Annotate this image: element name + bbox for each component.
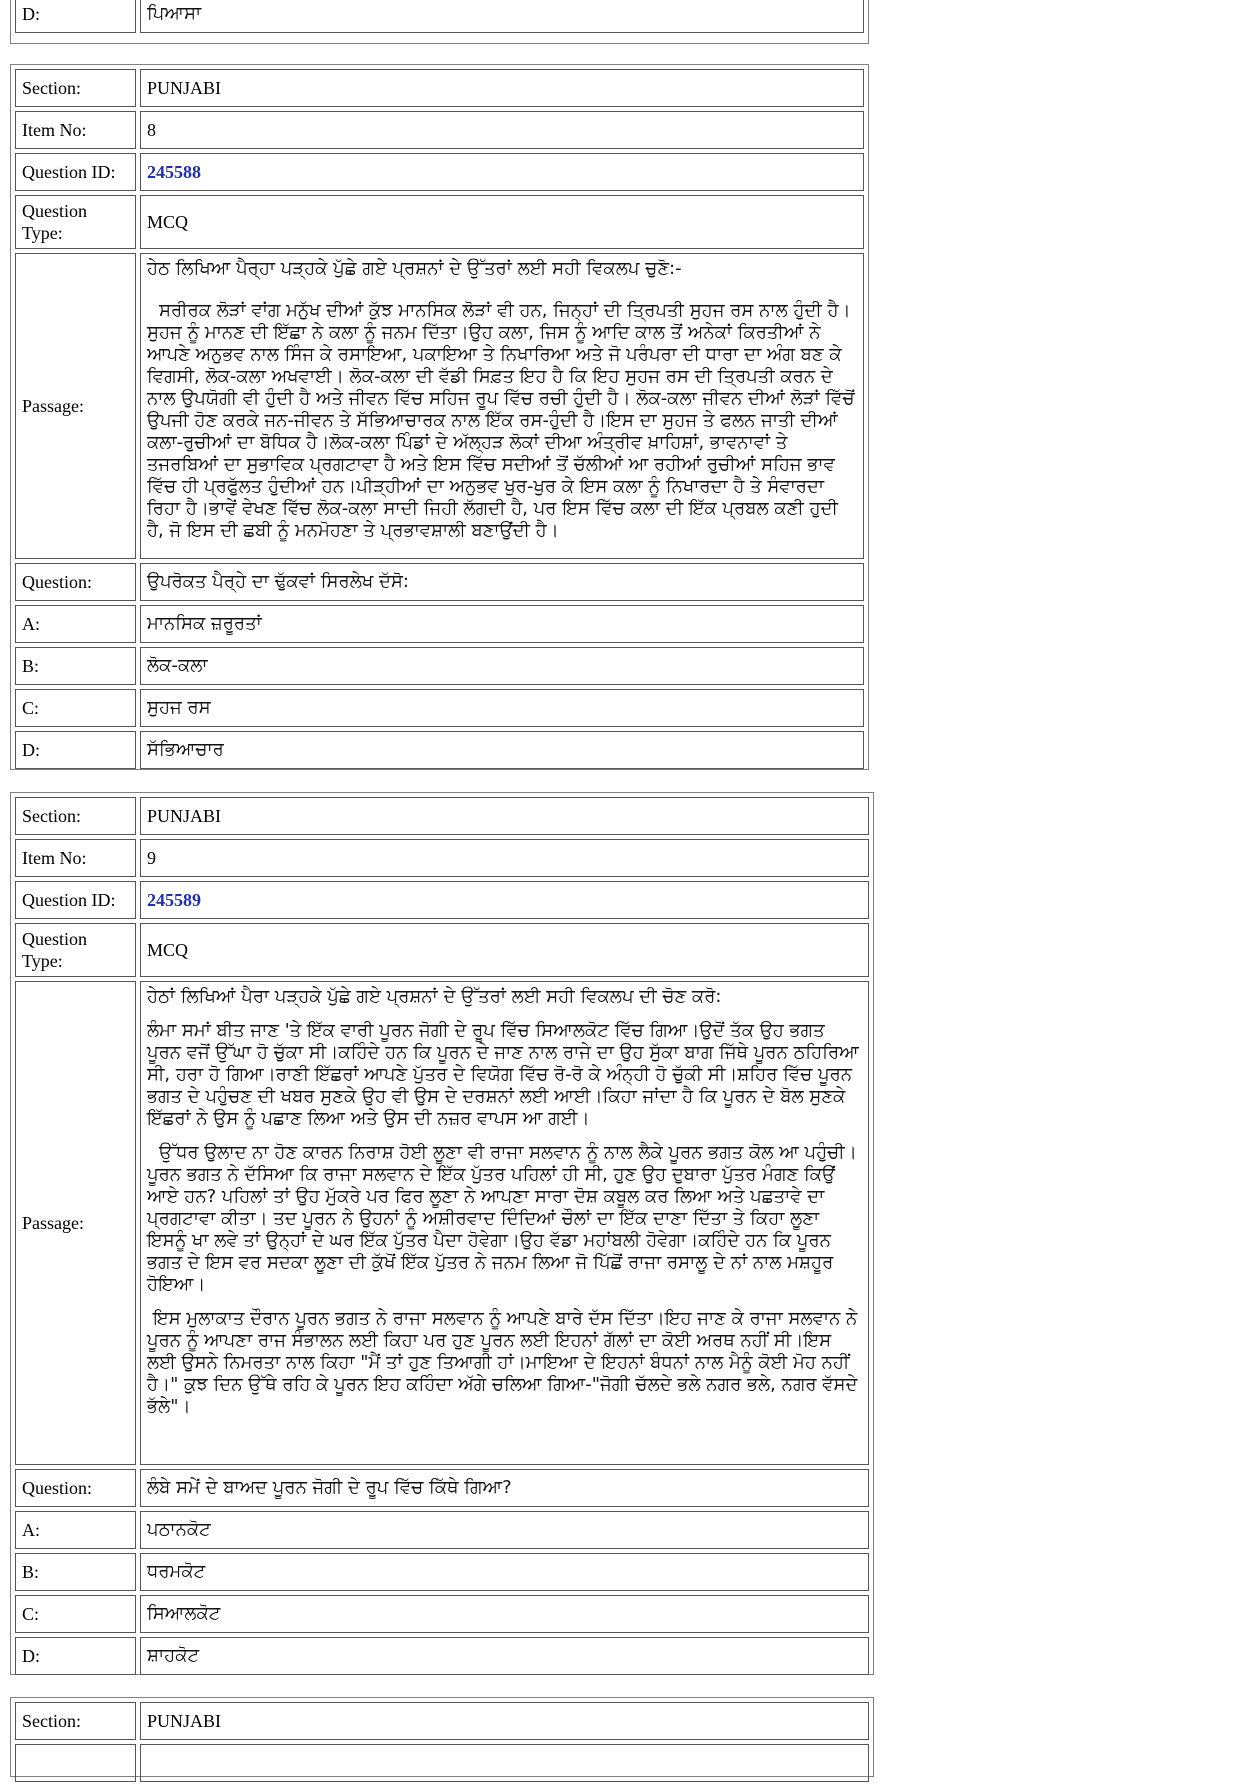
question-label: Question: [15, 563, 136, 601]
section-value: PUNJABI [140, 69, 864, 107]
question-type-value: MCQ [140, 923, 869, 977]
item-no-label [15, 1744, 136, 1782]
section-row [15, 797, 869, 835]
passage-instruction: ਹੇਠਾਂ ਲਿਖਿਆਂ ਪੈਰਾ ਪੜ੍ਹਕੇ ਪੁੱਛੇ ਗਏ ਪ੍ਰਸ਼ਨਾਂ ਦੇ ਉੱਤਰਾਂ ਲਈ ਸਹੀ ਵਿਕਲਪ ਦੀ ਚੋਣ ਕਰੋ: [147, 986, 722, 1007]
option-label: C: [15, 1595, 136, 1633]
question-row [15, 1469, 869, 1507]
passage-paragraph: ਲੰਮਾ ਸਮਾਂ ਬੀਤ ਜਾਣ 'ਤੇ ਇੱਕ ਵਾਰੀ ਪੂਰਨ ਜੋਗੀ ਦੇ ਰੂਪ ਵਿੱਚ ਸਿਆਲਕੋਟ ਵਿੱਚ ਗਿਆ।ਉਦੋਂ ਤੱਕ ਉਹ ਭਗਤ ਪੂਰਨ ਵਜੋਂ ਉੱਘਾ ਹੋ ਚੁੱਕਾ ਸੀ।ਕਹਿੰਦੇ ਹਨ ਕਿ ਪੂਰਨ ਦੇ ਜਾਣ ਨਾਲ ਰਾਜੇ ਦਾ ਉਹ ਸੁੱਕਾ ਬਾਗ ਜਿੱਥੇ ਪੂਰਨ ਠਹਿਰਿਆ ਸੀ, ਹਰਾ ਹੋ ਗਿਆ।ਰਾਣੀ ਇੱਛਰਾਂ ਆਪਣੇ ਪੁੱਤਰ ਦੇ ਵਿਯੋਗ ਵਿੱਚ ਰੋ-ਰੋ ਕੇ ਅੰਨ੍ਹੀ ਹੋ ਚੁੱਕੀ ਸੀ।ਸ਼ਹਿਰ ਵਿੱਚ ਪੂਰਨ ਭਗਤ ਦੇ ਪਹੁੰਚਣ ਦੀ ਖਬਰ ਸੁਣਕੇ ਉਹ ਵੀ ਉਸ ਦੇ ਦਰਸ਼ਨਾਂ ਲਈ ਆਈ।ਕਿਹਾ ਜਾਂਦਾ ਹੈ ਕਿ ਪੂਰਨ ਦੇ ਬੋਲ ਸੁਣਕੇ ਇੱਛਰਾਂ ਨੇ ਉਸ ਨੂੰ ਪਛਾਣ ਲਿਆ ਅਤੇ ਉਸ ਦੀ ਨਜ਼ਰ ਵਾਪਸ ਆ ਗਈ। [147, 1020, 859, 1129]
item-no-label: Item No: [15, 839, 136, 877]
question-block-item-8 [10, 64, 869, 770]
section-label: Section: [15, 797, 136, 835]
section-value: PUNJABI [140, 797, 869, 835]
option-value: ਸੱਭਿਆਚਾਰ [140, 731, 864, 769]
question-block-item-9 [10, 792, 874, 1675]
question-type-value: MCQ [140, 195, 864, 249]
item-no-row [15, 111, 864, 149]
passage-label: Passage: [15, 253, 136, 559]
option-label: A: [15, 605, 136, 643]
passage-text [140, 253, 864, 559]
option-label: A: [15, 1511, 136, 1549]
item-no-value: 9 [140, 839, 869, 877]
question-id-label: Question ID: [15, 881, 136, 919]
section-label: Section: [15, 1702, 136, 1740]
option-label: C: [15, 689, 136, 727]
question-row [15, 563, 864, 601]
question-text: ਲੰਬੇ ਸਮੇਂ ਦੇ ਬਾਅਦ ਪੂਰਨ ਜੋਗੀ ਦੇ ਰੂਪ ਵਿੱਚ ਕਿੱਥੇ ਗਿਆ? [140, 1469, 869, 1507]
passage-text [140, 981, 869, 1465]
option-value: ਪਿਆਸਾ [140, 0, 864, 33]
section-label: Section: [15, 69, 136, 107]
option-value: ਪਠਾਨਕੋਟ [140, 1511, 869, 1549]
question-type-label: Question Type: [15, 195, 136, 249]
option-row-b [15, 647, 864, 685]
option-row-a [15, 1511, 869, 1549]
question-id-row [15, 153, 864, 191]
option-value: ਸਿਆਲਕੋਟ [140, 1595, 869, 1633]
option-row-d [15, 731, 864, 769]
option-row-a [15, 605, 864, 643]
passage-paragraph: ਸਰੀਰਕ ਲੋੜਾਂ ਵਾਂਗ ਮਨੁੱਖ ਦੀਆਂ ਕੁੱਝ ਮਾਨਸਿਕ ਲੋੜਾਂ ਵੀ ਹਨ, ਜਿਨ੍ਹਾਂ ਦੀ ਤ੍ਰਿਪਤੀ ਸੁਹਜ ਰਸ ਨਾਲ ਹੁੰਦੀ ਹੈ।ਸੁਹਜ ਨੂੰ ਮਾਨਣ ਦੀ ਇੱਛਾ ਨੇ ਕਲਾ ਨੂੰ ਜਨਮ ਦਿੱਤਾ।ਉਹ ਕਲਾ, ਜਿਸ ਨੂੰ ਆਦਿ ਕਾਲ ਤੋਂ ਅਨੇਕਾਂ ਕਿਰਤੀਆਂ ਨੇ ਆਪਣੇ ਅਨੁਭਵ ਨਾਲ ਸਿੰਜ ਕੇ ਰਸਾਇਆ, ਪਕਾਇਆ ਤੇ ਨਿਖਾਰਿਆ ਅਤੇ ਜੋ ਪਰੰਪਰਾ ਦੀ ਧਾਰਾ ਦਾ ਅੰਗ ਬਣ ਕੇ ਵਿਗਸੀ, ਲੋਕ-ਕਲਾ ਅਖਵਾਈ। ਲੋਕ-ਕਲਾ ਦੀ ਵੱਡੀ ਸਿਫ਼ਤ ਇਹ ਹੈ ਕਿ ਇਹ ਸੁਹਜ ਰਸ ਦੀ ਤ੍ਰਿਪਤੀ ਕਰਨ ਦੇ ਨਾਲ ਉਪਯੋਗੀ ਵੀ ਹੁੰਦੀ ਹੈ ਅਤੇ ਜੀਵਨ ਵਿੱਚ ਸਹਿਜ ਰੂਪ ਵਿੱਚ ਰਚੀ ਹੁੰਦੀ ਹੈ। ਲੋਕ-ਕਲਾ ਜੀਵਨ ਦੀਆਂ ਲੋੜਾਂ ਵਿੱਚੋਂ ਉਪਜੀ ਹੋਣ ਕਰਕੇ ਜਨ-ਜੀਵਨ ਤੇ ਸੱਭਿਆਚਾਰਕ ਨਾਲ ਇੱਕ ਰਸ-ਹੁੰਦੀ ਹੈ।ਇਸ ਦਾ ਸੁਹਜ ਤੇ ਫਲਨ ਜਾਤੀ ਦੀਆਂ ਕਲਾ-ਰੁਚੀਆਂ ਦਾ ਬੋਧਿਕ ਹੈ।ਲੋਕ-ਕਲਾ ਪਿੰਡਾਂ ਦੇ ਅੱਲ੍ਹੜ ਲੋਕਾਂ ਦੀਆ ਅੰਤ੍ਰੀਵ ਖ਼ਾਹਿਸ਼ਾਂ, ਭਾਵਨਾਵਾਂ ਤੇ ਤਜਰਬਿਆਂ ਦਾ ਸੁਭਾਵਿਕ ਪ੍ਰਗਟਾਵਾ ਹੈ ਅਤੇ ਇਸ ਵਿੱਚ ਸਦੀਆਂ ਤੋਂ ਚੱਲੀਆਂ ਆ ਰਹੀਆਂ ਰੁਚੀਆਂ ਸਹਿਜ ਭਾਵ ਵਿੱਚ ਹੀ ਪ੍ਰਫੁੱਲਤ ਹੁੰਦੀਆਂ ਹਨ।ਪੀੜ੍ਹੀਆਂ ਦਾ ਅਨੁਭਵ ਖੁਰ-ਖੁਰ ਕੇ ਇਸ ਕਲਾ ਨੂੰ ਨਿਖਾਰਦਾ ਹੈ ਤੇ ਸੰਵਾਰਦਾ ਰਿਹਾ ਹੈ।ਭਾਵੇਂ ਵੇਖਣ ਵਿੱਚ ਲੋਕ-ਕਲਾ ਸਾਦੀ ਜਿਹੀ ਲੱਗਦੀ ਹੈ, ਪਰ ਇਸ ਵਿੱਚ ਕਲਾ ਦੀ ਇੱਕ ਪ੍ਰਬਲ ਕਣੀ ਹੁਦੀ ਹੈ, ਜੋ ਇਸ ਦੀ ਛਬੀ ਨੂੰ ਮਨਮੋਹਣਾ ਤੇ ਪ੍ਰਭਾਵਸ਼ਾਲੀ ਬਣਾਉਂਦੀ ਹੈ। [147, 300, 855, 541]
question-block-item-next [10, 1697, 874, 1777]
option-row-d [15, 0, 864, 33]
option-row-c [15, 689, 864, 727]
section-row [15, 69, 864, 107]
item-no-value: 8 [140, 111, 864, 149]
item-no-label: Item No: [15, 111, 136, 149]
option-value: ਧਰਮਕੋਟ [140, 1553, 869, 1591]
question-type-row [15, 923, 869, 977]
option-label: D: [15, 731, 136, 769]
option-value: ਲੋਕ-ਕਲਾ [140, 647, 864, 685]
passage-row [15, 253, 864, 559]
question-type-row [15, 195, 864, 249]
option-value: ਸੁਹਜ ਰਸ [140, 689, 864, 727]
passage-row [15, 981, 869, 1465]
option-label: D: [15, 0, 136, 33]
question-fragment-top [10, 0, 869, 44]
option-row-d [15, 1637, 869, 1675]
question-id-value: 245589 [140, 881, 869, 919]
section-value: PUNJABI [140, 1702, 869, 1740]
passage-paragraph: ਇਸ ਮੁਲਾਕਾਤ ਦੌਰਾਨ ਪੂਰਨ ਭਗਤ ਨੇ ਰਾਜਾ ਸਲਵਾਨ ਨੂੰ ਆਪਣੇ ਬਾਰੇ ਦੱਸ ਦਿੱਤਾ।ਇਹ ਜਾਣ ਕੇ ਰਾਜਾ ਸਲਵਾਨ ਨੇ ਪੂਰਨ ਨੂੰ ਆਪਣਾ ਰਾਜ ਸੰਭਾਲਨ ਲਈ ਕਿਹਾ ਪਰ ਹੁਣ ਪੂਰਨ ਲਈ ਇਹਨਾਂ ਗੱਲਾਂ ਦਾ ਕੋਈ ਅਰਥ ਨਹੀਂ ਸੀ।ਇਸ ਲਈ ਉਸਨੇ ਨਿਮਰਤਾ ਨਾਲ ਕਿਹਾ "ਮੈਂ ਤਾਂ ਹੁਣ ਤਿਆਗੀ ਹਾਂ।ਮਾਇਆ ਦੇ ਇਹਨਾਂ ਬੰਧਨਾਂ ਨਾਲ ਮੈਨੂੰ ਕੋਈ ਮੋਹ ਨਹੀਂ ਹੈ।" ਕੁਝ ਦਿਨ ਉੱਥੇ ਰਹਿ ਕੇ ਪੂਰਨ ਇਹ ਕਹਿੰਦਾ ਅੱਗੇ ਚਲਿਆ ਗਿਆ-"ਜੋਗੀ ਚੱਲਦੇ ਭਲੇ ਨਗਰ ਭਲੇ, ਨਗਰ ਵੱਸਦੇ ਭੱਲੇ"। [147, 1308, 858, 1417]
question-type-label: Question Type: [15, 923, 136, 977]
option-label: B: [15, 1553, 136, 1591]
option-value: ਸ਼ਾਹਕੋਟ [140, 1637, 869, 1675]
passage-instruction: ਹੇਠ ਲਿਖਿਆ ਪੈਰ੍ਹਾ ਪੜ੍ਹਕੇ ਪੁੱਛੇ ਗਏ ਪ੍ਰਸ਼ਨਾਂ ਦੇ ਉੱਤਰਾਂ ਲਈ ਸਹੀ ਵਿਕਲਪ ਚੁਣੋ:- [147, 258, 682, 279]
item-no-value [140, 1744, 869, 1782]
option-label: B: [15, 647, 136, 685]
passage-paragraph: ਉੱਧਰ ਉਲਾਦ ਨਾ ਹੋਣ ਕਾਰਨ ਨਿਰਾਸ਼ ਹੋਈ ਲੂਣਾ ਵੀ ਰਾਜਾ ਸਲਵਾਨ ਨੂੰ ਨਾਲ ਲੈਕੇ ਪੂਰਨ ਭਗਤ ਕੋਲ ਆ ਪਹੁੰਚੀ।ਪੂਰਨ ਭਗਤ ਨੇ ਦੱਸਿਆ ਕਿ ਰਾਜਾ ਸਲਵਾਨ ਦੇ ਇੱਕ ਪੁੱਤਰ ਪਹਿਲਾਂ ਹੀ ਸੀ, ਹੁਣ ਉਹ ਦੁਬਾਰਾ ਪੁੱਤਰ ਮੰਗਣ ਕਿਉਂ ਆਏ ਹਨ? ਪਹਿਲਾਂ ਤਾਂ ਉਹ ਮੁੱਕਰੇ ਪਰ ਫਿਰ ਲੂਣਾ ਨੇ ਆਪਣਾ ਸਾਰਾ ਦੋਸ਼ ਕਬੂਲ ਕਰ ਲਿਆ ਅਤੇ ਪਛਤਾਵੇ ਦਾ ਪ੍ਰਗਟਾਵਾ ਕੀਤਾ। ਤਦ ਪੂਰਨ ਨੇ ਉਹਨਾਂ ਨੂੰ ਅਸ਼ੀਰਵਾਦ ਦਿੰਦਿਆਂ ਚੌਲਾਂ ਦਾ ਇੱਕ ਦਾਣਾ ਦਿੱਤਾ ਤੇ ਕਿਹਾ ਲੂਣਾ ਇਸਨੂੰ ਖਾ ਲਵੇ ਤਾਂ ਉਨ੍ਹਾਂ ਦੇ ਘਰ ਇੱਕ ਪੁੱਤਰ ਪੈਦਾ ਹੋਵੇਗਾ।ਉਹ ਵੱਡਾ ਮਹਾਂਬਲੀ ਹੋਵੇਗਾ।ਕਹਿੰਦੇ ਹਨ ਕਿ ਪੂਰਨ ਭਗਤ ਦੇ ਇਸ ਵਰ ਸਦਕਾ ਲੂਣਾ ਦੀ ਕੁੱਖੋਂ ਇੱਕ ਪੁੱਤਰ ਨੇ ਜਨਮ ਲਿਆ ਜੋ ਪਿੱਛੋਂ ਰਾਜਾ ਰਸਾਲੂ ਦੇ ਨਾਂ ਨਾਲ ਮਸ਼ਹੂਰ ਹੋਇਆ। [147, 1142, 857, 1295]
question-label: Question: [15, 1469, 136, 1507]
question-text: ਉਪਰੋਕਤ ਪੈਰ੍ਹੇ ਦਾ ਢੁੱਕਵਾਂ ਸਿਰਲੇਖ ਦੱਸੋ: [140, 563, 864, 601]
question-id-value: 245588 [140, 153, 864, 191]
question-id-label: Question ID: [15, 153, 136, 191]
option-row-c [15, 1595, 869, 1633]
item-no-row [15, 1744, 869, 1782]
option-value: ਮਾਨਸਿਕ ਜ਼ਰੂਰਤਾਂ [140, 605, 864, 643]
option-label: D: [15, 1637, 136, 1675]
passage-label: Passage: [15, 981, 136, 1465]
item-no-row [15, 839, 869, 877]
section-row [15, 1702, 869, 1740]
question-id-row [15, 881, 869, 919]
option-row-b [15, 1553, 869, 1591]
